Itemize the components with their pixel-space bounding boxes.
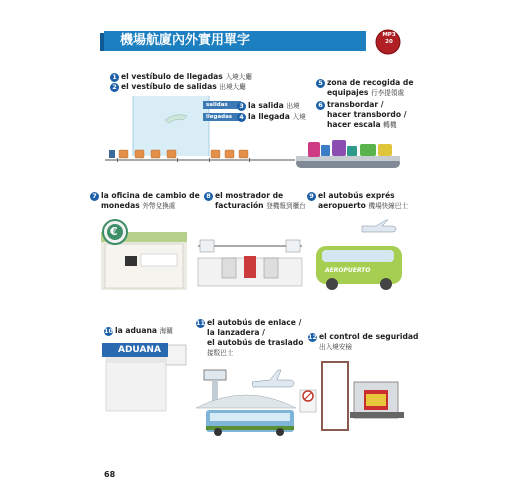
bus-sign: AEROPUERTO [325, 267, 371, 274]
item-number: 4 [237, 113, 246, 122]
item-es: el control de seguridad [319, 332, 419, 341]
customs-sign: ADUANA [118, 345, 161, 355]
item-zh: 登機報到櫃台 [266, 202, 306, 210]
check-in-counter-illustration [198, 238, 306, 288]
item-es-line2: hacer transbordo / [327, 110, 407, 119]
item-zh: 出境大廳 [219, 83, 246, 91]
item-es-line3: el autobús de traslado [207, 338, 304, 347]
item-es: la aduana [115, 326, 157, 335]
baggage-carousel-illustration [294, 132, 404, 172]
item-es: el autobús exprés [318, 191, 395, 200]
item-zh: 轉機 [383, 121, 397, 129]
shuttle-bus-illustration [196, 364, 304, 436]
item-number: 5 [316, 79, 325, 88]
item-es: la oficina de cambio de [101, 191, 200, 200]
item-number: 12 [308, 332, 318, 341]
item-number: 10 [104, 326, 114, 335]
item-es-line2: aeropuerto [318, 201, 366, 210]
item-4 [237, 112, 306, 122]
sign-llegadas: llegadas [206, 114, 233, 120]
item-number: 1 [110, 73, 119, 82]
item-number: 2 [110, 83, 119, 92]
page-number: 68 [104, 470, 116, 479]
item-number: 6 [316, 101, 325, 110]
sign-salidas: salidas [206, 102, 228, 108]
mp3-track: 20 [385, 39, 393, 45]
item-es: la salida [248, 101, 284, 110]
item-es: el mostrador de [215, 191, 284, 200]
item-5 [316, 78, 413, 98]
item-es-line3: hacer escala [327, 120, 381, 129]
mp3-badge [378, 32, 400, 46]
item-number: 3 [237, 102, 246, 111]
item-zh: 行李提領處 [371, 89, 405, 97]
item-11 [196, 318, 303, 358]
item-zh: 出境 [286, 102, 300, 110]
item-10 [104, 326, 173, 336]
item-number: 7 [90, 192, 99, 201]
item-es-line2: equipajes [327, 88, 369, 97]
item-es: el autobús de enlace / [207, 318, 302, 327]
item-es: el vestíbulo de salidas [121, 82, 217, 91]
page-title: 機場航廈內外實用單字 [120, 33, 251, 48]
euro-sign: € [110, 225, 118, 238]
item-es: la llegada [248, 112, 290, 121]
item-es: transbordar / [327, 100, 384, 109]
item-zh: 入境 [292, 113, 306, 121]
item-number: 11 [196, 318, 206, 327]
item-7 [90, 191, 200, 211]
item-zh: 入境大廳 [225, 73, 252, 81]
item-1 [110, 72, 252, 82]
item-9 [307, 191, 408, 211]
item-zh: 外幣兌換處 [142, 202, 176, 210]
item-es: zona de recogida de [327, 78, 414, 87]
item-es-line2: monedas [101, 201, 140, 210]
item-zh: 出入境安檢 [319, 343, 352, 351]
item-zh: 機場快線巴士 [368, 202, 409, 210]
item-8 [204, 191, 306, 211]
item-zh: 接駁巴士 [207, 349, 234, 357]
item-6 [316, 100, 406, 130]
item-es: el vestíbulo de llegadas [121, 72, 223, 81]
item-es-line2: la lanzadera / [207, 328, 265, 337]
item-12 [308, 332, 418, 352]
item-zh: 海關 [159, 327, 173, 335]
item-number: 9 [307, 192, 316, 201]
item-2 [110, 82, 246, 92]
mp3-label: MP3 [382, 32, 396, 38]
security-control-illustration [300, 356, 408, 432]
item-number: 8 [204, 192, 213, 201]
item-es-line2: facturación [215, 201, 264, 210]
airport-bus-illustration [312, 220, 407, 292]
item-3 [237, 101, 300, 111]
